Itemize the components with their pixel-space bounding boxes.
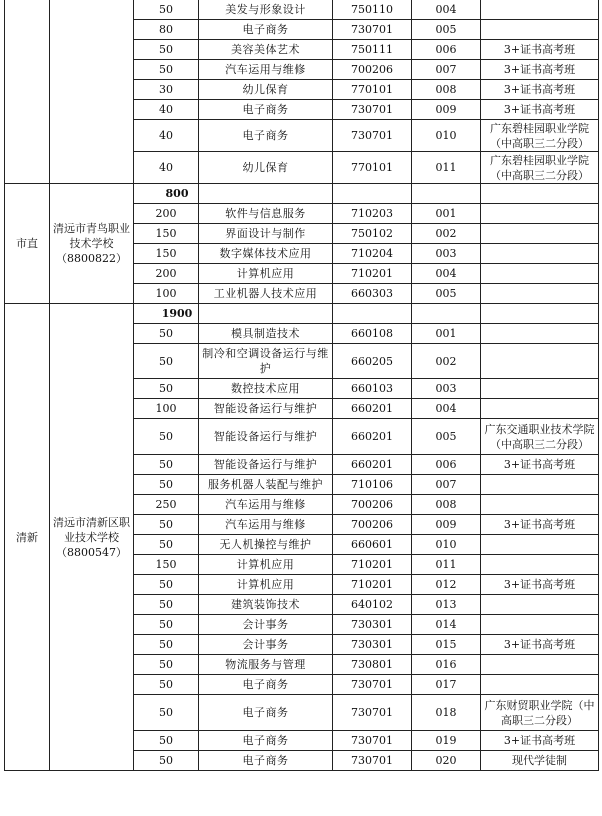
plan-count-cell: 1900: [134, 304, 199, 324]
remark-cell: 3+证书高考班: [481, 60, 599, 80]
remark-cell: 3+证书高考班: [481, 80, 599, 100]
plan-count-cell: 50: [134, 675, 199, 695]
major-number-cell: 009: [412, 515, 481, 535]
major-name-cell: 智能设备运行与维护: [199, 455, 333, 475]
major-name-cell: 界面设计与制作: [199, 224, 333, 244]
table-row: [5, 184, 599, 204]
major-number-cell: 015: [412, 635, 481, 655]
major-name-cell: 电子商务: [199, 675, 333, 695]
major-number-cell: 006: [412, 455, 481, 475]
major-name-cell: 幼儿保育: [199, 80, 333, 100]
major-code-cell: 730701: [333, 695, 412, 731]
major-number-cell: 016: [412, 655, 481, 675]
remark-cell: [481, 535, 599, 555]
major-code-cell: 660108: [333, 324, 412, 344]
major-name-cell: 服务机器人装配与维护: [199, 475, 333, 495]
table-row: [5, 304, 599, 324]
major-number-cell: 005: [412, 419, 481, 455]
major-name-cell: 汽车运用与维修: [199, 495, 333, 515]
plan-count-cell: 50: [134, 615, 199, 635]
plan-count-cell: 150: [134, 244, 199, 264]
plan-count-cell: 100: [134, 284, 199, 304]
major-number-cell: 001: [412, 204, 481, 224]
major-code-cell: 730701: [333, 120, 412, 152]
major-code-cell: 710201: [333, 575, 412, 595]
major-name-cell: 软件与信息服务: [199, 204, 333, 224]
major-code-cell: 660205: [333, 344, 412, 379]
remark-cell: 广东交通职业技术学院（中高职三二分段）: [481, 419, 599, 455]
plan-count-cell: 50: [134, 40, 199, 60]
plan-count-cell: 50: [134, 379, 199, 399]
region-cell: [5, 0, 50, 184]
plan-count-cell: 50: [134, 535, 199, 555]
major-number-cell: 012: [412, 575, 481, 595]
remark-cell: 3+证书高考班: [481, 575, 599, 595]
plan-count-cell: 50: [134, 751, 199, 771]
plan-count-cell: 150: [134, 555, 199, 575]
major-code-cell: 660201: [333, 399, 412, 419]
remark-cell: [481, 0, 599, 20]
major-name-cell: 数字媒体技术应用: [199, 244, 333, 264]
major-name-cell: [199, 184, 333, 204]
major-name-cell: 电子商务: [199, 731, 333, 751]
remark-cell: [481, 204, 599, 224]
major-name-cell: 电子商务: [199, 695, 333, 731]
major-code-cell: [333, 184, 412, 204]
plan-count-cell: 100: [134, 399, 199, 419]
major-number-cell: 009: [412, 100, 481, 120]
major-number-cell: 018: [412, 695, 481, 731]
plan-count-cell: 50: [134, 575, 199, 595]
major-code-cell: 700206: [333, 515, 412, 535]
plan-count-cell: 50: [134, 344, 199, 379]
major-name-cell: 计算机应用: [199, 264, 333, 284]
major-code-cell: 730301: [333, 635, 412, 655]
plan-count-cell: 50: [134, 695, 199, 731]
major-code-cell: 730301: [333, 615, 412, 635]
major-number-cell: 008: [412, 80, 481, 100]
remark-cell: [481, 379, 599, 399]
major-name-cell: 制冷和空调设备运行与维护: [199, 344, 333, 379]
plan-count-cell: 50: [134, 0, 199, 20]
major-code-cell: 730701: [333, 731, 412, 751]
major-number-cell: 014: [412, 615, 481, 635]
major-number-cell: [412, 304, 481, 324]
major-number-cell: 003: [412, 379, 481, 399]
plan-count-cell: 50: [134, 60, 199, 80]
school-cell: 清远市青鸟职业技术学校（8800822）: [50, 184, 134, 304]
major-number-cell: 001: [412, 324, 481, 344]
remark-cell: [481, 344, 599, 379]
major-code-cell: 700206: [333, 60, 412, 80]
major-code-cell: 710106: [333, 475, 412, 495]
major-number-cell: 008: [412, 495, 481, 515]
region-cell: 市直: [5, 184, 50, 304]
major-number-cell: 011: [412, 152, 481, 184]
major-code-cell: 730701: [333, 20, 412, 40]
remark-cell: 广东碧桂园职业学院（中高职三二分段）: [481, 152, 599, 184]
major-code-cell: 750102: [333, 224, 412, 244]
major-number-cell: 007: [412, 60, 481, 80]
remark-cell: [481, 224, 599, 244]
major-number-cell: 013: [412, 595, 481, 615]
remark-cell: [481, 324, 599, 344]
major-code-cell: 660201: [333, 455, 412, 475]
major-number-cell: 006: [412, 40, 481, 60]
plan-count-cell: 40: [134, 152, 199, 184]
major-name-cell: 建筑装饰技术: [199, 595, 333, 615]
major-code-cell: [333, 304, 412, 324]
remark-cell: [481, 495, 599, 515]
major-number-cell: 017: [412, 675, 481, 695]
major-number-cell: 004: [412, 399, 481, 419]
major-name-cell: 电子商务: [199, 100, 333, 120]
major-name-cell: 智能设备运行与维护: [199, 419, 333, 455]
enrollment-table: [4, 0, 599, 771]
major-code-cell: 710204: [333, 244, 412, 264]
plan-count-cell: 800: [134, 184, 199, 204]
major-code-cell: 730701: [333, 100, 412, 120]
plan-count-cell: 250: [134, 495, 199, 515]
plan-count-cell: 50: [134, 419, 199, 455]
major-name-cell: 计算机应用: [199, 575, 333, 595]
major-code-cell: 770101: [333, 80, 412, 100]
plan-count-cell: 50: [134, 731, 199, 751]
major-name-cell: 工业机器人技术应用: [199, 284, 333, 304]
major-code-cell: 660601: [333, 535, 412, 555]
major-number-cell: 019: [412, 731, 481, 751]
plan-count-cell: 50: [134, 455, 199, 475]
remark-cell: 广东财贸职业学院（中高职三二分段）: [481, 695, 599, 731]
major-code-cell: 660201: [333, 419, 412, 455]
plan-count-cell: 50: [134, 475, 199, 495]
remark-cell: 现代学徒制: [481, 751, 599, 771]
plan-count-cell: 200: [134, 264, 199, 284]
plan-count-cell: 50: [134, 515, 199, 535]
remark-cell: [481, 20, 599, 40]
major-name-cell: 电子商务: [199, 20, 333, 40]
major-name-cell: 汽车运用与维修: [199, 515, 333, 535]
major-number-cell: 010: [412, 535, 481, 555]
major-name-cell: 会计事务: [199, 635, 333, 655]
plan-count-cell: 30: [134, 80, 199, 100]
major-number-cell: 003: [412, 244, 481, 264]
major-number-cell: 005: [412, 20, 481, 40]
major-number-cell: 020: [412, 751, 481, 771]
remark-cell: [481, 475, 599, 495]
major-code-cell: 660103: [333, 379, 412, 399]
remark-cell: [481, 615, 599, 635]
major-number-cell: 007: [412, 475, 481, 495]
major-name-cell: 美发与形象设计: [199, 0, 333, 20]
region-cell: 清新: [5, 304, 50, 771]
remark-cell: [481, 244, 599, 264]
major-code-cell: 730701: [333, 675, 412, 695]
remark-cell: 3+证书高考班: [481, 635, 599, 655]
major-number-cell: [412, 184, 481, 204]
major-code-cell: 770101: [333, 152, 412, 184]
major-code-cell: 710201: [333, 555, 412, 575]
remark-cell: [481, 655, 599, 675]
major-code-cell: 710203: [333, 204, 412, 224]
remark-cell: [481, 264, 599, 284]
remark-cell: 3+证书高考班: [481, 455, 599, 475]
plan-count-cell: 150: [134, 224, 199, 244]
major-code-cell: 660303: [333, 284, 412, 304]
major-name-cell: 幼儿保育: [199, 152, 333, 184]
school-cell: [50, 0, 134, 184]
remark-cell: [481, 304, 599, 324]
major-code-cell: 730701: [333, 751, 412, 771]
major-name-cell: 智能设备运行与维护: [199, 399, 333, 419]
major-name-cell: 数控技术应用: [199, 379, 333, 399]
plan-count-cell: 50: [134, 655, 199, 675]
remark-cell: [481, 184, 599, 204]
major-name-cell: 无人机操控与维护: [199, 535, 333, 555]
plan-count-cell: 80: [134, 20, 199, 40]
major-name-cell: 电子商务: [199, 751, 333, 771]
major-code-cell: 730801: [333, 655, 412, 675]
remark-cell: 3+证书高考班: [481, 515, 599, 535]
major-code-cell: 750111: [333, 40, 412, 60]
major-name-cell: 电子商务: [199, 120, 333, 152]
major-name-cell: 计算机应用: [199, 555, 333, 575]
plan-count-cell: 50: [134, 324, 199, 344]
remark-cell: [481, 675, 599, 695]
major-code-cell: 710201: [333, 264, 412, 284]
major-name-cell: [199, 304, 333, 324]
major-number-cell: 004: [412, 0, 481, 20]
remark-cell: 广东碧桂园职业学院（中高职三二分段）: [481, 120, 599, 152]
major-number-cell: 010: [412, 120, 481, 152]
major-number-cell: 004: [412, 264, 481, 284]
table-row: [5, 0, 599, 20]
plan-count-cell: 40: [134, 120, 199, 152]
major-code-cell: 700206: [333, 495, 412, 515]
major-name-cell: 物流服务与管理: [199, 655, 333, 675]
major-number-cell: 011: [412, 555, 481, 575]
major-name-cell: 汽车运用与维修: [199, 60, 333, 80]
remark-cell: [481, 555, 599, 575]
remark-cell: [481, 595, 599, 615]
major-number-cell: 002: [412, 344, 481, 379]
remark-cell: 3+证书高考班: [481, 731, 599, 751]
remark-cell: 3+证书高考班: [481, 100, 599, 120]
plan-count-cell: 50: [134, 635, 199, 655]
plan-count-cell: 40: [134, 100, 199, 120]
major-number-cell: 002: [412, 224, 481, 244]
plan-count-cell: 200: [134, 204, 199, 224]
remark-cell: [481, 399, 599, 419]
major-name-cell: 会计事务: [199, 615, 333, 635]
major-name-cell: 美容美体艺术: [199, 40, 333, 60]
plan-count-cell: 50: [134, 595, 199, 615]
major-code-cell: 640102: [333, 595, 412, 615]
major-number-cell: 005: [412, 284, 481, 304]
remark-cell: [481, 284, 599, 304]
remark-cell: 3+证书高考班: [481, 40, 599, 60]
school-cell: 清远市清新区职业技术学校（8800547）: [50, 304, 134, 771]
major-name-cell: 模具制造技术: [199, 324, 333, 344]
major-code-cell: 750110: [333, 0, 412, 20]
